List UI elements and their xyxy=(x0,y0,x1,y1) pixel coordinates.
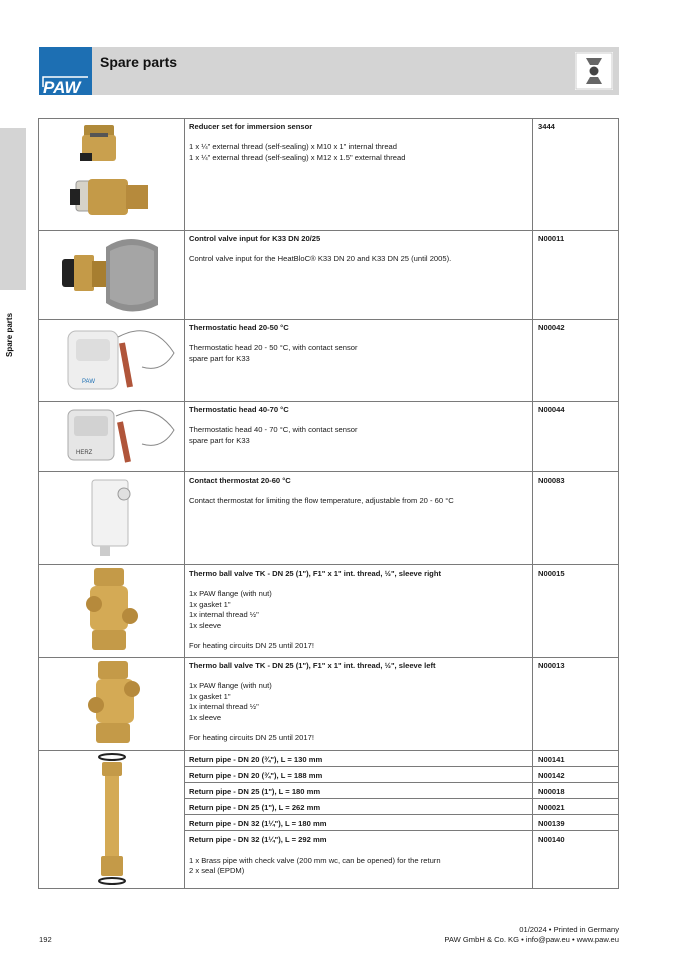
part-description xyxy=(189,589,525,631)
part-description xyxy=(189,681,525,723)
description-line: Control valve input for the HeatBloC® K33 DN 20 and K33 DN 25 (until 2005). xyxy=(189,254,452,264)
part-description xyxy=(189,343,525,364)
return-pipe-title: Return pipe - DN 25 (1"), L = 262 mm xyxy=(189,803,321,812)
side-tab-label: Spare parts xyxy=(5,312,14,357)
part-code: N00042 xyxy=(538,323,565,332)
part-description xyxy=(189,142,525,163)
row-divider xyxy=(184,782,619,783)
part-cell xyxy=(189,569,525,651)
description-line: spare part for K33 xyxy=(189,435,250,445)
description-line: Contact thermostat for limiting the flow temperature, adjustable from 20 - 60 °C xyxy=(189,496,454,506)
return-pipe-title: Return pipe - DN 32 (1¼"), L = 180 mm xyxy=(189,819,327,828)
page-number: 192 xyxy=(39,935,52,944)
description-line: 1 x ¼" external thread (self-sealing) x M10 x 1" internal thread xyxy=(189,142,397,152)
print-info: 01/2024 • Printed in Germany xyxy=(519,925,619,934)
part-cell xyxy=(189,323,525,364)
part-cell xyxy=(189,405,525,446)
return-pipe-image xyxy=(92,752,132,891)
ball-valve-image xyxy=(80,659,150,752)
return-pipe-description xyxy=(189,856,525,877)
part-title: Control valve input for K33 DN 20/25 xyxy=(189,234,321,243)
part-cell xyxy=(189,476,525,507)
part-cell xyxy=(189,661,525,743)
part-title: Reducer set for immersion sensor xyxy=(189,122,313,131)
return-pipe-code: N00018 xyxy=(538,787,565,796)
row-divider xyxy=(184,798,619,799)
thermostatic-head-image xyxy=(62,404,180,473)
description-line: 1x internal thread ½" xyxy=(189,702,259,712)
part-title: Thermostatic head 40-70 °C xyxy=(189,405,289,414)
return-pipe-code: N00142 xyxy=(538,771,565,780)
description-line: spare part for K33 xyxy=(189,353,250,363)
part-title: Contact thermostat 20-60 °C xyxy=(189,476,291,485)
hourglass-icon xyxy=(575,52,613,90)
part-code: 3444 xyxy=(538,122,555,131)
return-pipe-code: N00141 xyxy=(538,755,565,764)
description-line: 1 x Brass pipe with check valve (200 mm wc, can be opened) for the return xyxy=(189,856,441,865)
part-title: Thermo ball valve TK - DN 25 (1"), F1" x 1" int. thread, ½", sleeve left xyxy=(189,661,436,670)
part-description xyxy=(189,496,525,506)
return-pipe-code: N00140 xyxy=(538,835,565,844)
description-line: 1x sleeve xyxy=(189,620,222,630)
return-pipe-title: Return pipe - DN 32 (1¼"), L = 292 mm xyxy=(189,835,327,844)
return-pipe-title: Return pipe - DN 25 (1"), L = 180 mm xyxy=(189,787,321,796)
thermostatic-head-image xyxy=(62,323,180,402)
row-divider xyxy=(184,814,619,815)
column-divider xyxy=(532,118,533,889)
company-info: PAW GmbH & Co. KG • info@paw.eu • www.paw.eu xyxy=(444,935,619,944)
part-cell xyxy=(189,122,525,163)
description-line: 1x sleeve xyxy=(189,712,222,722)
part-note: For heating circuits DN 25 until 2017! xyxy=(189,733,314,743)
part-code: N00013 xyxy=(538,661,565,670)
control-valve-image xyxy=(58,233,168,322)
description-line: 2 x seal (EPDM) xyxy=(189,866,245,876)
side-tab xyxy=(0,128,26,357)
return-pipe-title: Return pipe - DN 20 (¾"), L = 188 mm xyxy=(189,771,323,780)
description-line: Thermostatic head 20 - 50 °C, with contact sensor xyxy=(189,343,358,353)
description-line: 1x PAW flange (with nut) xyxy=(189,681,272,691)
return-pipe-code: N00021 xyxy=(538,803,565,812)
description-line: 1x internal thread ½" xyxy=(189,610,259,620)
part-description xyxy=(189,425,525,446)
part-code: N00011 xyxy=(538,234,565,243)
column-divider xyxy=(184,118,185,889)
part-title: Thermostatic head 20-50 °C xyxy=(189,323,289,332)
part-cell xyxy=(189,234,525,265)
paw-logo xyxy=(39,47,92,95)
page-title: Spare parts xyxy=(100,54,178,70)
logo-text: PAW xyxy=(43,78,81,95)
svg-text:PAW: PAW xyxy=(82,379,95,385)
row-divider xyxy=(184,830,619,831)
part-code: N00044 xyxy=(538,405,565,414)
return-pipe-title: Return pipe - DN 20 (¾"), L = 130 mm xyxy=(189,755,323,764)
row-divider xyxy=(184,766,619,767)
svg-text:HERZ: HERZ xyxy=(76,450,93,456)
contact-thermostat-image xyxy=(86,476,146,565)
description-line: Thermostatic head 40 - 70 °C, with contact sensor xyxy=(189,425,358,435)
description-line: 1 x ¼" external thread (self-sealing) x M12 x 1.5" external thread xyxy=(189,152,406,162)
part-note: For heating circuits DN 25 until 2017! xyxy=(189,641,314,651)
description-line: 1x PAW flange (with nut) xyxy=(189,589,272,599)
part-code: N00083 xyxy=(538,476,565,485)
part-code: N00015 xyxy=(538,569,565,578)
return-pipe-code: N00139 xyxy=(538,819,565,828)
description-line: 1x gasket 1" xyxy=(189,691,231,701)
part-title: Thermo ball valve TK - DN 25 (1"), F1" x 1" int. thread, ½", sleeve right xyxy=(189,569,441,578)
part-description xyxy=(189,254,525,264)
description-line: 1x gasket 1" xyxy=(189,599,231,609)
reducer-set-image xyxy=(62,121,162,232)
ball-valve-image xyxy=(76,566,146,659)
